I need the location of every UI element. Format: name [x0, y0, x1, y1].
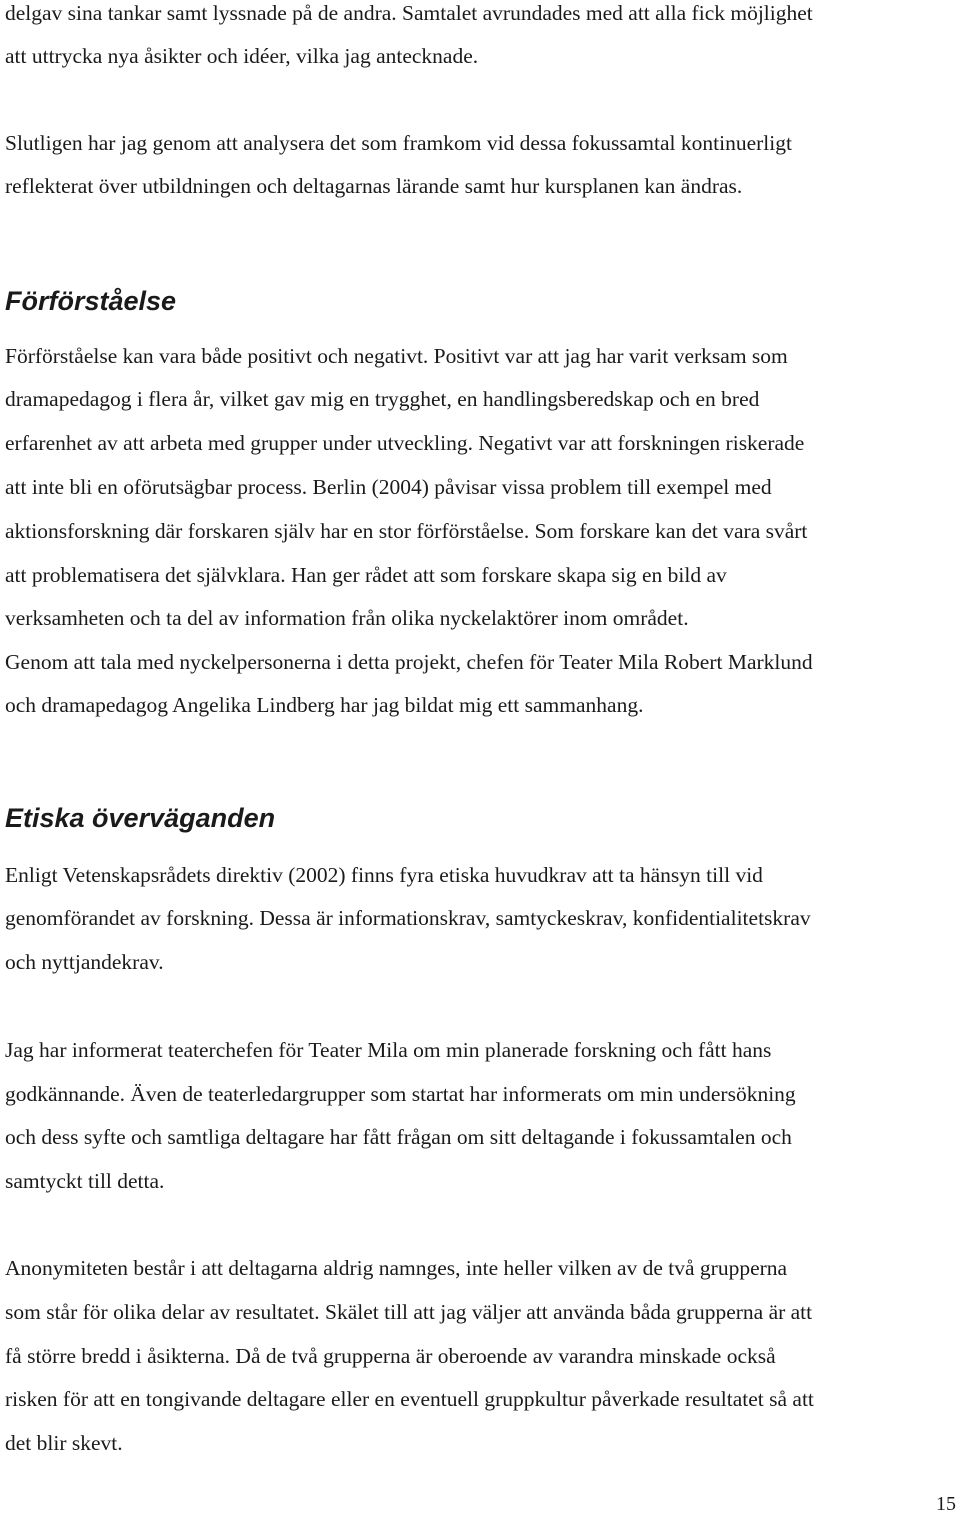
- body-text-line: Genom att tala med nyckelpersonerna i detta projekt, chefen för Teater Mila Robert Marklund: [5, 650, 813, 674]
- body-text-line: dramapedagog i flera år, vilket gav mig en trygghet, en handlingsberedskap och en bred: [5, 387, 760, 411]
- body-text-line: aktionsforskning där forskaren själv har en stor förförståelse. Som forskare kan det vara svårt: [5, 519, 808, 543]
- body-text-line: Slutligen har jag genom att analysera det som framkom vid dessa fokussamtal kontinuerligt: [5, 131, 792, 155]
- body-text-line: att inte bli en oförutsägbar process. Berlin (2004) påvisar vissa problem till exempel med: [5, 475, 772, 499]
- body-text-line: verksamheten och ta del av information från olika nyckelaktörer inom området.: [5, 606, 689, 630]
- body-text-line: att problematisera det självklara. Han ger rådet att som forskare skapa sig en bild av: [5, 563, 727, 587]
- section-heading-forforstaelse: Förförståelse: [5, 286, 177, 316]
- body-text-line: delgav sina tankar samt lyssnade på de andra. Samtalet avrundades med att alla fick möjlighet: [5, 1, 813, 25]
- body-text-line: godkännande. Även de teaterledargrupper som startat har informerats om min undersökning: [5, 1082, 796, 1106]
- page-number: 15: [936, 1493, 956, 1515]
- body-text-line: Förförståelse kan vara både positivt och negativt. Positivt var att jag har varit verksam som: [5, 344, 788, 368]
- body-text-line: erfarenhet av att arbeta med grupper under utveckling. Negativt var att forskningen riskerade: [5, 431, 805, 455]
- body-text-line: samtyckt till detta.: [5, 1169, 165, 1193]
- body-text-line: Anonymiteten består i att deltagarna aldrig namnges, inte heller vilken av de två grupperna: [5, 1256, 788, 1280]
- body-text-line: risken för att en tongivande deltagare eller en eventuell gruppkultur påverkade resultatet så att: [5, 1387, 814, 1411]
- body-text-line: som står för olika delar av resultatet. Skälet till att jag väljer att använda båda grupperna är att: [5, 1300, 813, 1324]
- body-text-line: att uttrycka nya åsikter och idéer, vilka jag antecknade.: [5, 44, 479, 68]
- body-text-line: det blir skevt.: [5, 1431, 123, 1455]
- body-text-line: och nyttjandekrav.: [5, 950, 164, 974]
- body-text-line: Jag har informerat teaterchefen för Teater Mila om min planerade forskning och fått hans: [5, 1038, 772, 1062]
- body-text-line: reflekterat över utbildningen och deltagarnas lärande samt hur kursplanen kan ändras.: [5, 174, 743, 198]
- body-text-line: och dess syfte och samtliga deltagare har fått frågan om sitt deltagande i fokussamtalen och: [5, 1125, 792, 1149]
- body-text-line: och dramapedagog Angelika Lindberg har jag bildat mig ett sammanhang.: [5, 693, 644, 717]
- section-heading-etiska: Etiska överväganden: [5, 803, 276, 833]
- body-text-line: genomförandet av forskning. Dessa är informationskrav, samtyckeskrav, konfidentialitetskrav: [5, 906, 811, 930]
- body-text-line: Enligt Vetenskapsrådets direktiv (2002) finns fyra etiska huvudkrav att ta hänsyn till vid: [5, 863, 763, 887]
- body-text-line: få större bredd i åsikterna. Då de två grupperna är oberoende av varandra minskade också: [5, 1344, 776, 1368]
